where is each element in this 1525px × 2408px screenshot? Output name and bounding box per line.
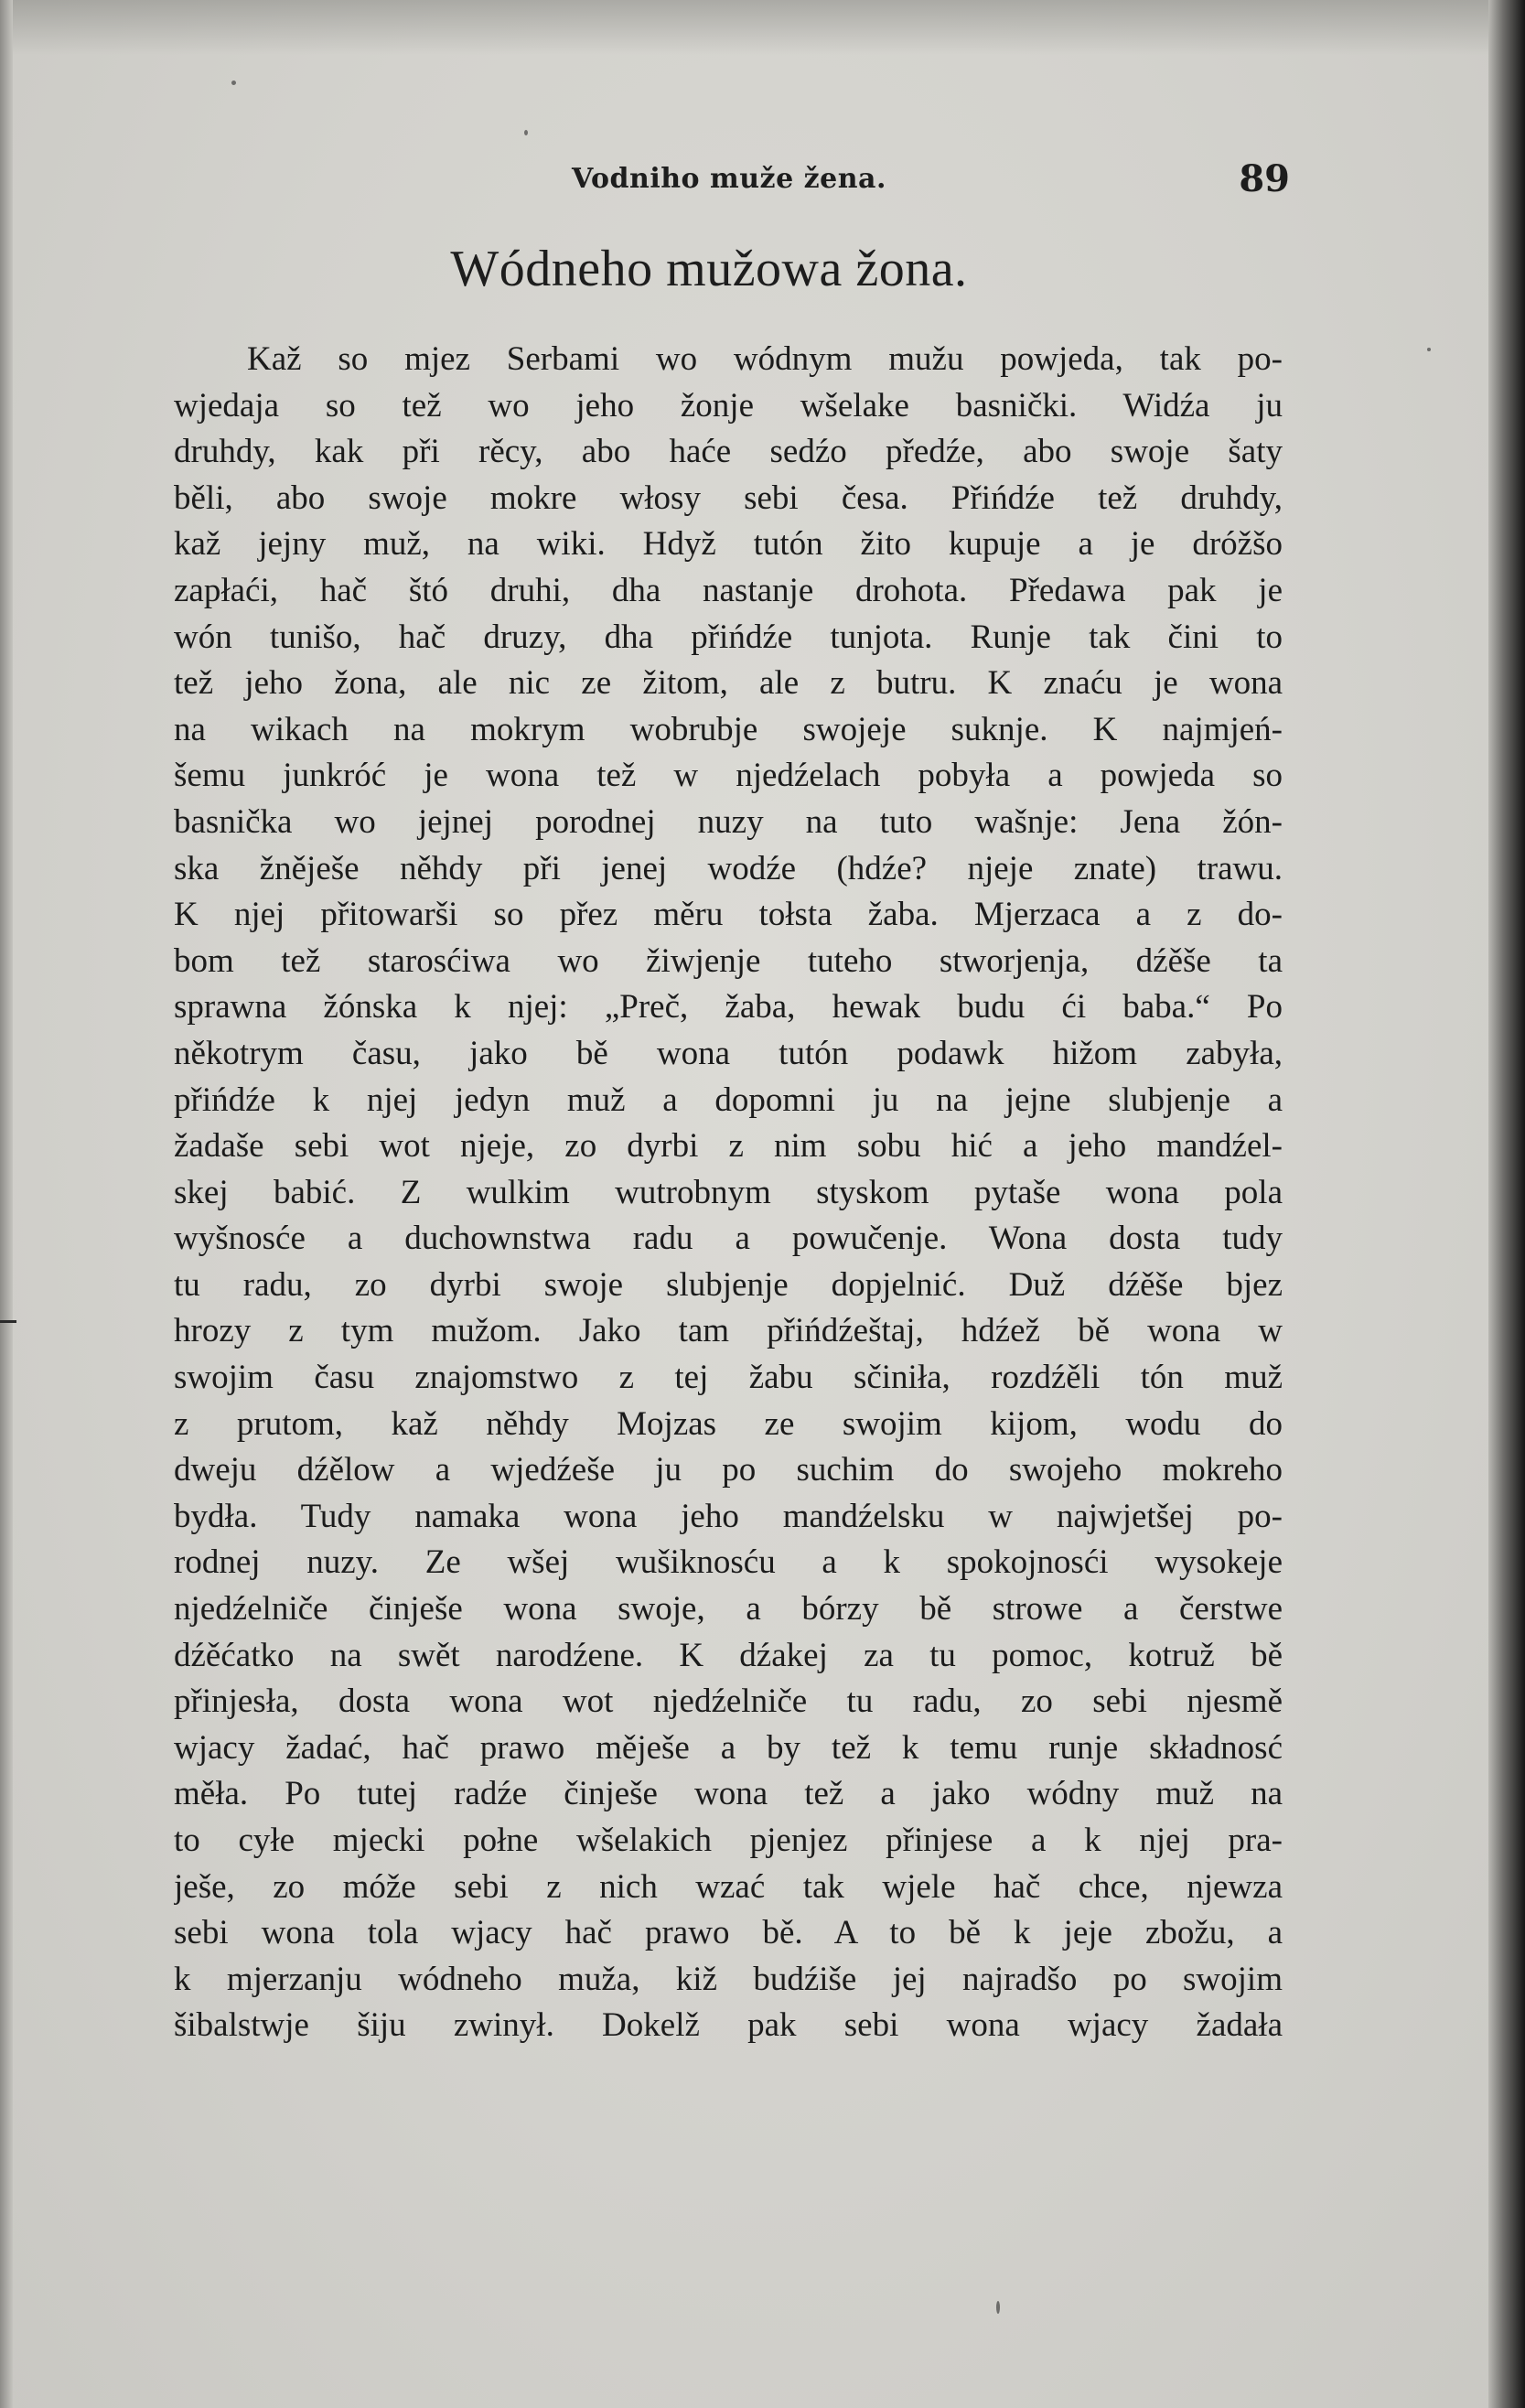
ink-speck [524, 130, 528, 135]
text-line: njedźelniče činješe wona swoje, a bórzy bě strowe a čerstwe [174, 1590, 1283, 1629]
text-line: wjacy žadać, hač prawo měješe a by tež k temu runje składnosć [174, 1728, 1283, 1767]
ink-speck [996, 2301, 1000, 2314]
text-line: dweju dźělow a wjedźeše ju po suchim do swojeho mokreho [174, 1451, 1283, 1489]
page-number: 89 [1239, 157, 1290, 200]
text-line: druhdy, kak při rěcy, abo haće sedźo předźe, abo swoje šaty [174, 433, 1283, 471]
text-line: přinjesła, dosta wona wot njedźelniče tu radu, zo sebi njesmě [174, 1682, 1283, 1721]
text-line: wjedaja so tež wo jeho žonje wšelake basnički. Widźa ju [174, 386, 1283, 425]
body-text [174, 337, 1283, 2049]
text-line: běli, abo swoje mokre włosy sebi česa. Přińdźe tež druhdy, [174, 478, 1283, 517]
text-line: skej babić. Z wulkim wutrobnym styskom pytaše wona pola [174, 1173, 1283, 1211]
text-line: k mjerzanju wódneho muža, kiž budźiše jej najradšo po swojim [174, 1960, 1283, 1998]
text-line: měła. Po tutej radźe činješe wona tež a jako wódny muž na [174, 1775, 1283, 1813]
text-line: wyšnosće a duchownstwa radu a powučenje. Wona dosta tudy [174, 1220, 1283, 1258]
text-line: dźěćatko na swět narodźene. K dźakej za tu pomoc, kotruž bě [174, 1636, 1283, 1674]
text-line: swojim času znajomstwo z tej žabu sčiniła, rozdźěli tón muž [174, 1359, 1283, 1397]
ink-speck [1427, 348, 1431, 351]
text-line: sebi wona tola wjacy hač prawo bě. A to bě k jeje zbožu, a [174, 1914, 1283, 1952]
page-left-edge [0, 0, 13, 2408]
text-line: rodnej nuzy. Ze wšej wušiknosću a k spokojnosći wysokeje [174, 1543, 1283, 1582]
text-line: tež jeho žona, ale nic ze žitom, ale z butru. K znaću je wona [174, 664, 1283, 703]
text-line: kaž jejny muž, na wiki. Hdyž tutón žito kupuje a je dróžšo [174, 525, 1283, 564]
text-line: ska žněješe něhdy při jenej wodźe (hdźe? njeje znate) trawu. [174, 849, 1283, 887]
text-line: šemu junkróć je wona tež w njedźelach pobyła a powjeda so [174, 757, 1283, 795]
text-line: bom tež starosćiwa wo žiwjenje tuteho stworjenja, dźěše ta [174, 941, 1283, 980]
text-line: Kaž so mjez Serbami wo wódnym mužu powjeda, tak po- [247, 340, 1283, 378]
page-top-shadow [0, 0, 1525, 55]
text-line: z prutom, kaž něhdy Mojzas ze swojim kijom, wodu do [174, 1404, 1283, 1443]
text-line: zapłaći, hač štó druhi, dha nastanje drohota. Předawa pak je [174, 571, 1283, 609]
text-line: ješe, zo móže sebi z nich wzać tak wjele hač chce, njewza [174, 1867, 1283, 1906]
page-right-edge [1488, 0, 1525, 2408]
text-line: sprawna žónska k njej: „Preč, žaba, hewak budu ći baba.“ Po [174, 988, 1283, 1027]
text-line: na wikach na mokrym wobrubje swojeje suknje. K najmjeń- [174, 710, 1283, 748]
text-line: přińdźe k njej jedyn muž a dopomni ju na jejne slubjenje a [174, 1080, 1283, 1119]
ink-speck [231, 81, 236, 85]
chapter-title: Wódneho mužowa žona. [450, 241, 968, 297]
text-line: šibalstwje šiju zwinył. Dokelž pak sebi wona wjacy žadała [174, 2006, 1283, 2045]
running-head [128, 157, 1290, 209]
text-line: wón tunišo, hač druzy, dha přińdźe tunjota. Runje tak čini to [174, 618, 1283, 656]
text-line: to cyłe mjecki połne wšelakich pjenjez přinjese a k njej pra- [174, 1822, 1283, 1859]
running-head-title: Vodniho muže žena. [572, 163, 886, 195]
text-line: někotrym času, jako bě wona tutón podawk hižom zabyła, [174, 1034, 1283, 1072]
text-line: žadaše sebi wot njeje, zo dyrbi z nim sobu hić a jeho mandźel- [174, 1127, 1283, 1166]
text-line: bydła. Tudy namaka wona jeho mandźelsku w najwjetšej po- [174, 1497, 1283, 1535]
text-line: tu radu, zo dyrbi swoje slubjenje dopjelnić. Duž dźěše bjez [174, 1265, 1283, 1304]
text-line: K njej přitowarši so přez měru tołsta žaba. Mjerzaca a z do- [174, 896, 1283, 934]
text-line: basnička wo jejnej porodnej nuzy na tuto wašnje: Jena žón- [174, 802, 1283, 841]
text-line: hrozy z tym mužom. Jako tam přińdźeštaj, hdźež bě wona w [174, 1312, 1283, 1350]
margin-mark [0, 1320, 16, 1323]
